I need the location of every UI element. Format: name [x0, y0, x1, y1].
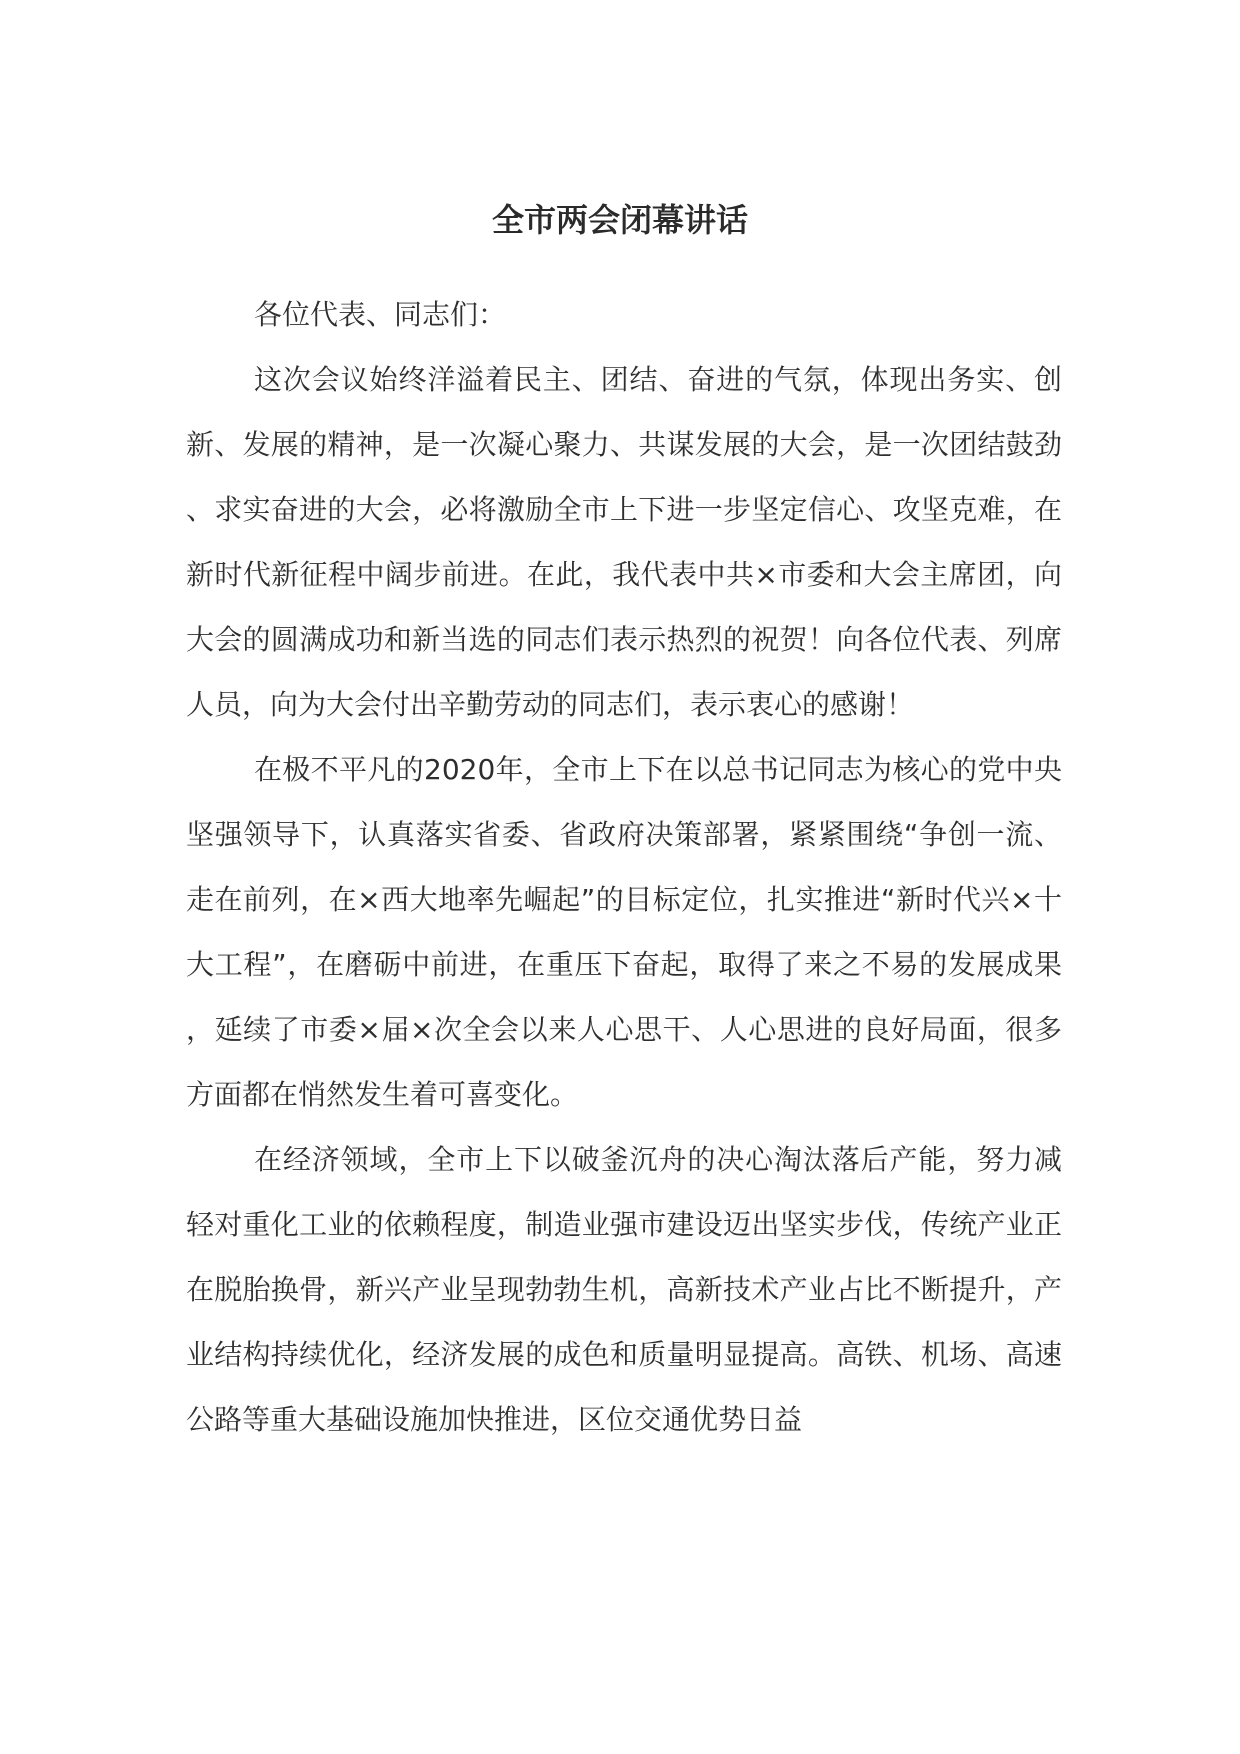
- body-paragraph: 在经济领域，全市上下以破釜沉舟的决心淘汰落后产能，努力减轻对重化工业的依赖程度，制造业强市建设迈出坚实步伐，传统产业正在脱胎换骨，新兴产业呈现勃勃生机，高新技术产业占比不断提升，产业结构持续优化，经济发展的成色和质量明显提高。高铁、机场、高速公路等重大基础设施加快推进，区位交通优势日益: [186, 1143, 1062, 1436]
- salutation-paragraph: 各位代表、同志们：: [254, 298, 507, 331]
- body-paragraph: 在极不平凡的2020年，全市上下在以总书记同志为核心的党中央坚强领导下，认真落实省委、省政府决策部署，紧紧围绕“争创一流、走在前列，在×西大地率先崛起”的目标定位，扎实推进“新时代兴×十大工程”，在磨砺中前进，在重压下奋起，取得了来之不易的发展成果，延续了市委×届×次全会以来人心思干、人心思进的良好局面，很多方面都在悄然发生着可喜变化。: [186, 753, 1062, 1111]
- document-body: [186, 282, 1062, 1452]
- body-paragraph: 这次会议始终洋溢着民主、团结、奋进的气氛，体现出务实、创新、发展的精神，是一次凝心聚力、共谋发展的大会，是一次团结鼓劲、求实奋进的大会，必将激励全市上下进一步坚定信心、攻坚克难，在新时代新征程中阔步前进。在此，我代表中共×市委和大会主席团，向大会的圆满成功和新当选的同志们表示热烈的祝贺！向各位代表、列席人员，向为大会付出辛勤劳动的同志们，表示衷心的感谢！: [186, 363, 1062, 721]
- document-title: 全市两会闭幕讲话: [491, 201, 748, 239]
